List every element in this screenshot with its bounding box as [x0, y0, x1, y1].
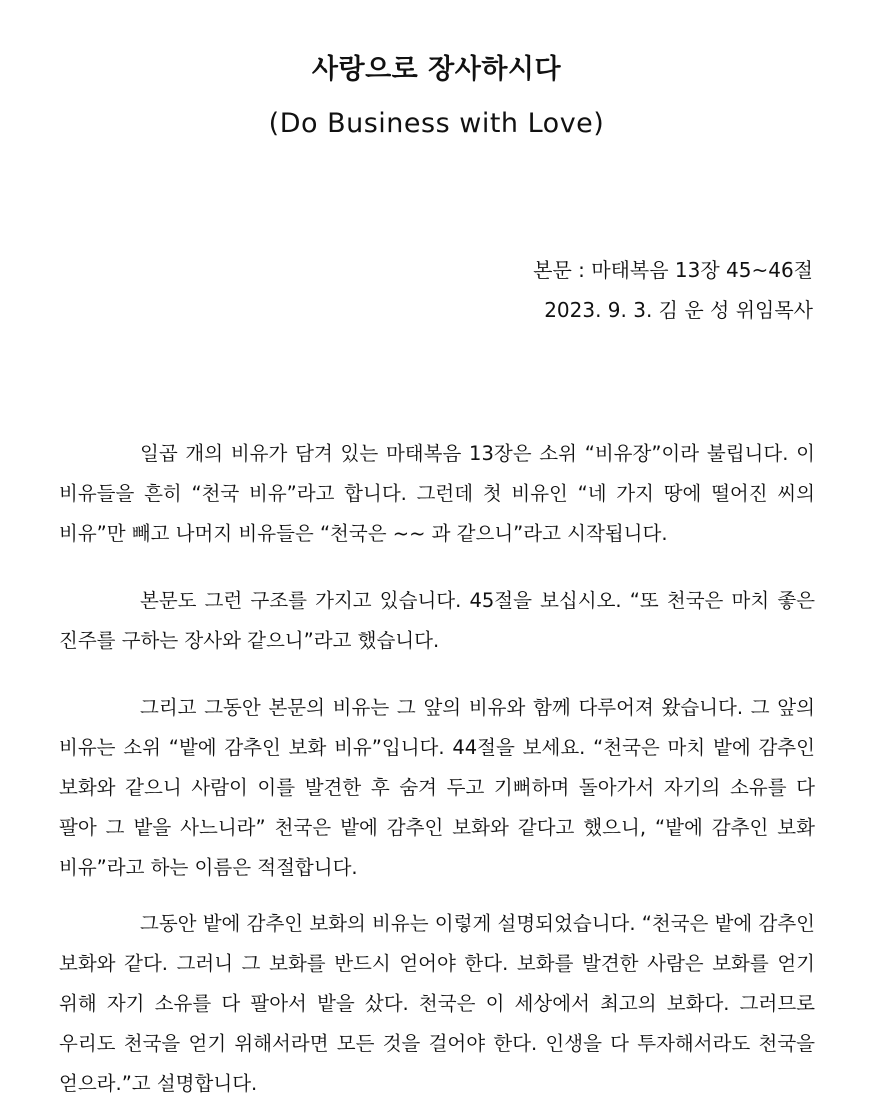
scripture-reference: 본문 : 마태복음 13장 45~46절 [533, 258, 813, 282]
sermon-subtitle: (Do Business with Love) [268, 108, 605, 139]
body-paragraph-3: 그리고 그동안 본문의 비유는 그 앞의 비유와 함께 다루어져 왔습니다. 그 앞의 비유는 소위 “밭에 감추인 보화 비유”입니다. 44절을 보세요. “천국은 마치 밭에 감추인 보화와 같으니 사람이 이를 발견한 후 숨겨 두고 기뻐하며 돌아가서 자기의 소유를 다 팔아 그 밭을 사느니라” 천국은 밭에 감추인 보화와 같다고 했으니, “밭에 감추인 보화 비유”라고 하는 이름은 적절합니다. [59, 695, 815, 879]
sermon-title: 사랑으로 장사하시다 [311, 54, 562, 85]
body-paragraph-4: 그동안 밭에 감추인 보화의 비유는 이렇게 설명되었습니다. “천국은 밭에 감추인 보화와 같다. 그러니 그 보화를 반드시 얻어야 한다. 보화를 발견한 사람은 보화를 얻기 위해 자기 소유를 다 팔아서 밭을 샀다. 천국은 이 세상에서 최고의 보화다. 그러므로 우리도 천국을 얻기 위해서라면 모든 것을 걸어야 한다. 인생을 다 투자해서라도 천국을 얻으라.”고 설명합니다. [59, 911, 815, 1095]
body-paragraph-1: 일곱 개의 비유가 담겨 있는 마태복음 13장은 소위 “비유장”이라 불립니다. 이 비유들을 흔히 “천국 비유”라고 합니다. 그런데 첫 비유인 “네 가지 땅에 떨어진 씨의 비유”만 빼고 나머지 비유들은 “천국은 ~~ 과 같으니”라고 시작됩니다. [59, 441, 815, 545]
date-and-author: 2023. 9. 3. 김 운 성 위임목사 [544, 298, 813, 322]
body-paragraph-2: 본문도 그런 구조를 가지고 있습니다. 45절을 보십시오. “또 천국은 마치 좋은 진주를 구하는 장사와 같으니”라고 했습니다. [59, 588, 815, 652]
